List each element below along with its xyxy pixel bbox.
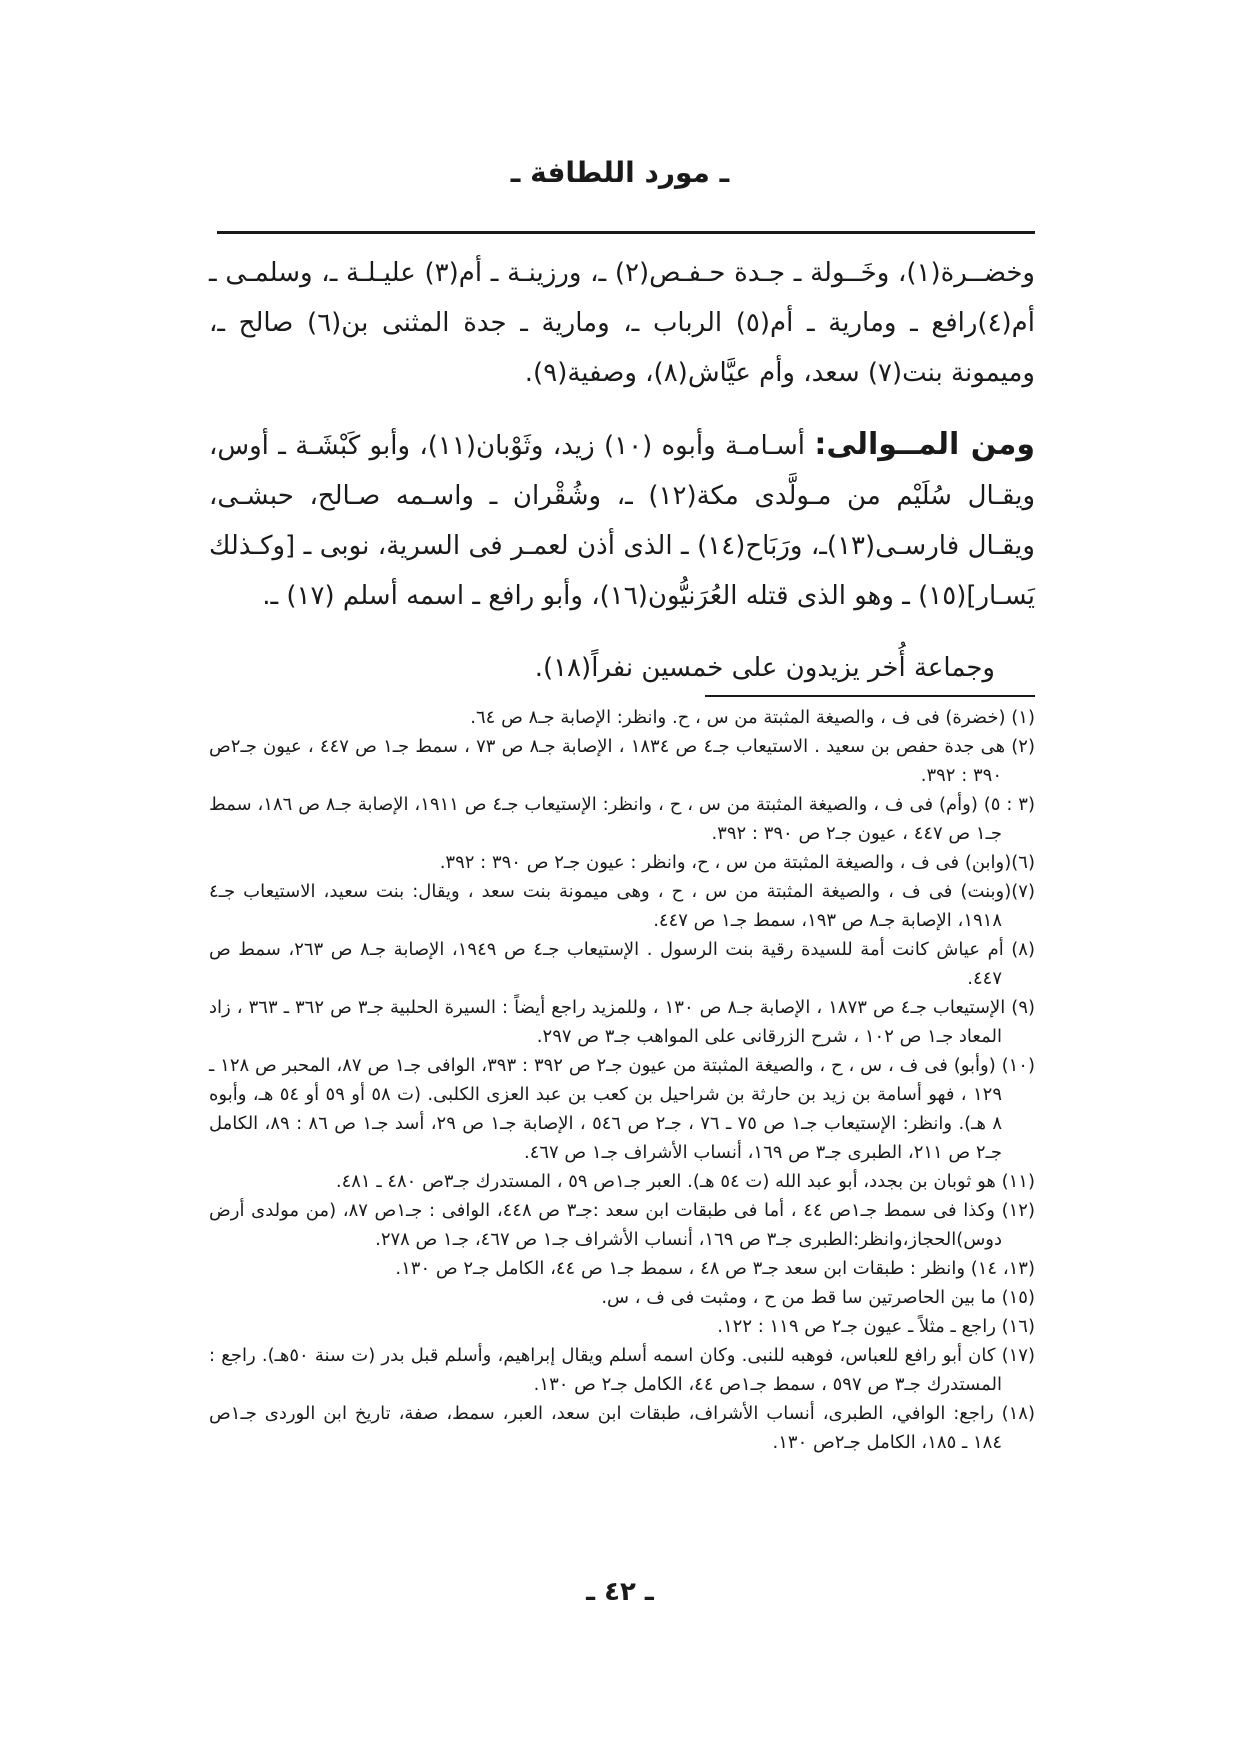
- paragraph-women-names: وخضــرة(١)، وخَــولة ـ جـدة حـفـص(٢) ـ، ورزينـة ـ أم(٣) عليـلـة ـ، وسلمـى ـ أم(٤)رافع ـ ومارية ـ أم(٥) الرباب ـ، ومارية ـ جدة المثنى بن(٦) صالح ـ، وميمونة بنت(٧) سعد، وأم عيَّاش(٨)، وصفية(٩).: [209, 258, 1035, 388]
- footnote: (٣ : ٥) (وأم) فى ف ، والصيغة المثبتة من س ، ح ، وانظر: الإستيعاب جـ٤ ص ١٩١١، الإصابة جـ٨ ص ١٨٦، سمط جـ١ ص ٤٤٧ ، عيون جـ٢ ص ٣٩٠ : ٣٩٢.: [209, 794, 1035, 844]
- footnote: (٨) أم عياش كانت أمة للسيدة رقية بنت الرسول . الإستيعاب جـ٤ ص ١٩٤٩، الإصابة جـ٨ ص ٢٦٣، سمط ص ٤٤٧.: [209, 939, 1035, 989]
- footnote: (١٥) ما بين الحاصرتين سا قط من ح ، ومثبت فى ف ، س.: [601, 1287, 1035, 1308]
- footnote: (٦)(وابن) فى ف ، والصيغة المثبتة من س ، ح، وانظر : عيون جـ٢ ص ٣٩٠ : ٣٩٢.: [439, 852, 1035, 873]
- header-rule: [217, 231, 1035, 234]
- footnote: (١٨) راجع: الوافي، الطبرى، أنساب الأشراف، طبقات ابن سعد، العبر، سمط، صفة، تاريخ ابن الوردى جـ١ص ١٨٤ ـ ١٨٥، الكامل جـ٢ص ١٣٠.: [209, 1403, 1035, 1453]
- paragraph-mawali: [209, 420, 1035, 643]
- mawali-text: أسـامـة وأبوه (١٠) زيد، وثَوْبان(١١)، وأبو كَبْشَـة ـ أوس، ويقـال سُلَيْم من مـولَّدى مكة(١٢) ـ، وشُقْران ـ واسـمه صـالح، حبشـى، ويقـال فارسـى(١٣)ـ، ورَبَاح(١٤) ـ الذى أذن لعمـر فى السرية، نوبى ـ [وكـذلك يَسـار](١٥) ـ وهو الذى قتله العُرَنيُّون(١٦)، وأبو رافع ـ اسمه أسلم (١٧) ـ.: [209, 431, 1035, 611]
- footnote: (١٠) (وأبو) فى ف ، س ، ح ، والصيغة المثبتة من عيون جـ٢ ص ٣٩٢ : ٣٩٣، الوافى جـ١ ص ٨٧، المحبر ص ١٢٨ ـ ١٢٩ ، فهو أسامة بن زيد بن حارثة بن شراحيل بن كعب بن عبد العزى الكلبى. (ت ٥٨ أو ٥٩ أو ٥٤ هـ، وأبوه ٨ هـ). وانظر: الإستيعاب جـ١ ص ٧٥ ـ ٧٦ ، جـ٢ ص ٥٤٦ ، الإصابة جـ١ ص ٢٩، أسد جـ١ ص ٨٦ : ٨٩، الكامل جـ٢ ص ٢١١، الطبرى جـ٣ ص ١٦٩، أنساب الأشراف جـ١ ص ٤٦٧.: [209, 1055, 1036, 1163]
- footnote-rule: [705, 695, 1035, 697]
- paragraph-closing: وجماعة أُخر يزيدون على خمسين نفراً(١٨).: [534, 653, 995, 683]
- footnotes: [209, 703, 1035, 1457]
- section-lead-mawali: ومن المــوالى:: [814, 427, 1035, 462]
- footnote: (٢) هى جدة حفص بن سعيد . الاستيعاب جـ٤ ص ١٨٣٤ ، الإصابة جـ٨ ص ٧٣ ، سمط جـ١ ص ٤٤٧ ، عيون جـ٢ص ٣٩٠ : ٣٩٢.: [209, 736, 1035, 786]
- footnote: (١) (خضرة) فى ف ، والصيغة المثبتة من س ، ح. وانظر: الإصابة جـ٨ ص ٦٤.: [470, 707, 1035, 728]
- page-number: ـ ٤٢ ـ: [586, 1577, 654, 1607]
- footnote: (٩) الإستيعاب جـ٤ ص ١٨٧٣ ، الإصابة جـ٨ ص ١٣٠ ، وللمزيد راجع أيضاً : السيرة الحلبية جـ٣ ص ٣٦٢ ـ ٣٦٣ ، زاد المعاد جـ١ ص ١٠٢ ، شرح الزرقانى على المواهب جـ٣ ص ٢٩٧.: [209, 997, 1036, 1047]
- running-title: ـ مورد اللطافة ـ: [510, 156, 730, 189]
- footnote: (١٦) راجع ـ مثلاً ـ عيون جـ٢ ص ١١٩ : ١٢٢.: [717, 1316, 1035, 1337]
- main-text: [209, 248, 1035, 693]
- footnote: (١٢) وكذا فى سمط جـ١ص ٤٤ ، أما فى طبقات ابن سعد :جـ٣ ص ٤٤٨، الوافى : جـ١ص ٨٧، (من مولدى أرض دوس)الحجاز،وانظر:الطبرى جـ٣ ص ١٦٩، أنساب الأشراف جـ١ ص ٤٦٧، جـ١ ص ٢٧٨.: [209, 1200, 1035, 1250]
- footnote: (٧)(وبنت) فى ف ، والصيغة المثبتة من س ، ح ، وهى ميمونة بنت سعد ، ويقال: بنت سعيد، الاستيعاب جـ٤ ١٩١٨، الإصابة جـ٨ ص ١٩٣، سمط جـ١ ص ٤٤٧.: [209, 881, 1035, 931]
- footnote: (١٧) كان أبو رافع للعباس، فوهبه للنبى. وكان اسمه أسلم ويقال إبراهيم، وأسلم قبل بدر (ت سنة ٥٠هـ). راجع : المستدرك جـ٣ ص ٥٩٧ ، سمط جـ١ص ٤٤، الكامل جـ٢ ص ١٣٠.: [209, 1345, 1036, 1395]
- footnote: (١٣، ١٤) وانظر : طبقات ابن سعد جـ٣ ص ٤٨ ، سمط جـ١ ص ٤٤، الكامل جـ٢ ص ١٣٠.: [395, 1258, 1035, 1279]
- footnote: (١١) هو ثوبان بن بجدد، أبو عبد الله (ت ٥٤ هـ). العبر جـ١ص ٥٩ ، المستدرك جـ٣ص ٤٨٠ ـ ٤٨١.: [335, 1171, 1035, 1192]
